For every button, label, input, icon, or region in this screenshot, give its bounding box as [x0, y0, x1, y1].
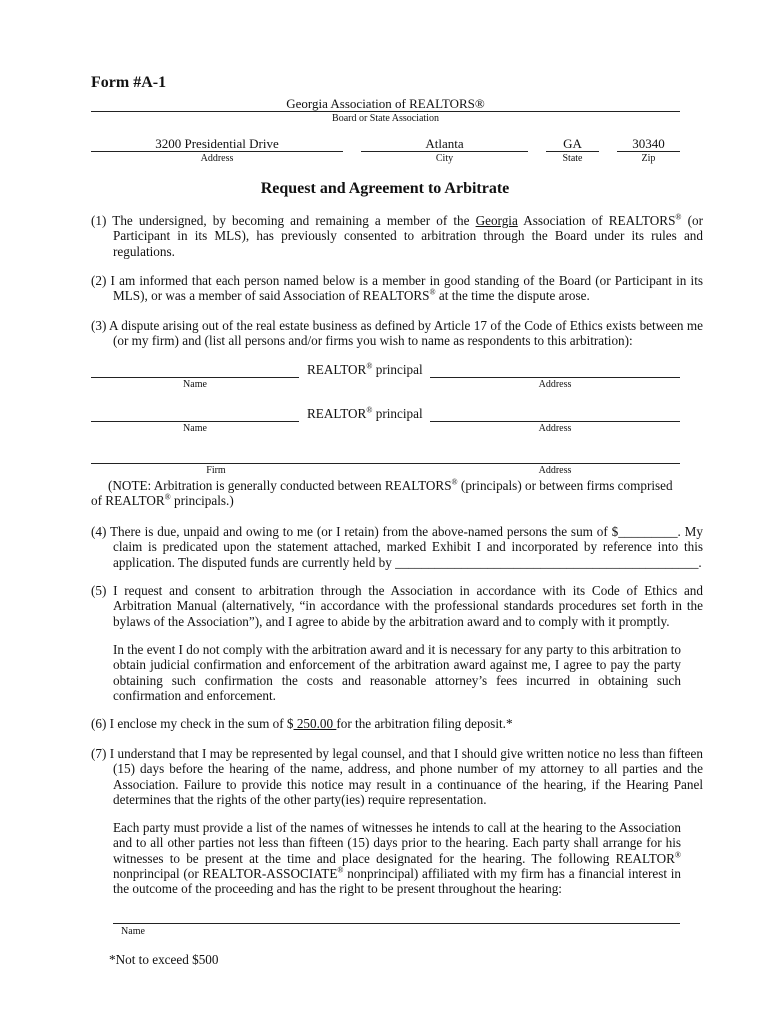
p4-text-a: (4) There is due, unpaid and owing to me (or I retain) from the above-named persons the sum of $ — [91, 524, 619, 539]
p2-text-c: at the time the dispute arose. — [435, 288, 590, 304]
address-value: 3200 Presidential Drive — [155, 136, 279, 151]
respondent-2-address-line[interactable] — [430, 421, 680, 422]
city-line — [361, 151, 528, 152]
respondent-1-name-label: Name — [183, 379, 207, 390]
note-text-a: (NOTE: Arbitration is generally conducted between REALTORS — [108, 478, 452, 493]
paragraph-6 — [91, 716, 681, 731]
witness-name-line[interactable] — [113, 923, 680, 924]
respondent-1-principal — [307, 362, 423, 378]
p7b-registered-mark-2: ® — [337, 865, 344, 875]
address-label: Address — [200, 153, 234, 164]
zip-value: 30340 — [632, 136, 665, 151]
firm-line[interactable] — [91, 463, 680, 464]
city-value: Atlanta — [425, 136, 464, 151]
p1-realtors: REALTORS — [608, 213, 676, 228]
respondent-2-principal — [307, 406, 423, 422]
p2-realtors: REALTORS — [362, 288, 430, 304]
p6-text-b: for the arbitration filing deposit.* — [336, 716, 513, 731]
firm-address-label: Address — [538, 465, 572, 476]
principal-suffix: principal — [372, 362, 423, 377]
state-value: GA — [563, 136, 582, 151]
p1-state-name: Georgia — [475, 213, 518, 228]
p7b-text-c: nonprincipal (or — [113, 865, 203, 881]
respondent-1-name-line[interactable] — [91, 377, 299, 378]
p1-registered-mark: ® — [675, 212, 682, 222]
p7b-realtor: REALTOR — [615, 850, 675, 866]
paragraph-7b — [113, 820, 681, 896]
form-id: Form #A-1 — [91, 74, 167, 91]
association-line — [91, 111, 680, 112]
respondent-2-address-label: Address — [538, 423, 572, 434]
principal-label: REALTOR — [307, 362, 367, 377]
address-line — [91, 151, 343, 152]
p7b-registered-mark-1: ® — [674, 850, 681, 860]
respondent-2-name-label: Name — [183, 423, 207, 434]
zip-label: Zip — [641, 153, 656, 164]
p6-text-a: (6) I enclose my check in the sum of $ — [91, 716, 294, 731]
footnote: *Not to exceed $500 — [109, 952, 219, 967]
p2-registered-mark: ® — [429, 287, 436, 297]
note-registered-mark-2: ® — [164, 492, 171, 502]
respondent-1-address-line[interactable] — [430, 377, 680, 378]
state-line — [546, 151, 599, 152]
p4-text-b: . My claim is predicated upon the statement attached, marked Exhibit I and incorporated by reference into this application. The disputed funds are currently held by — [113, 524, 703, 570]
association-label: Board or State Association — [332, 113, 439, 124]
paragraph-5: (5) I request and consent to arbitration through the Association in accordance with its Code of Ethics and Arbitration Manual (alternatively, “in accordance with the professional standards procedures set forth in the bylaws of the Association”), and I agree to abide by the arbitration award and to comply with it promptly. — [91, 583, 703, 629]
principal-label: REALTOR — [307, 406, 367, 421]
respondent-1-address-label: Address — [538, 379, 572, 390]
state-label: State — [562, 153, 583, 164]
sum-owed-field[interactable]: _________ — [618, 524, 678, 539]
paragraph-2 — [91, 273, 703, 304]
p7b-text-e: nonprincipal) affiliated with my firm has a financial interest in the outcome of the proceeding and has the right to be present throughout the hearing: — [113, 865, 682, 897]
principal-registered-mark: ® — [366, 361, 373, 371]
note-text-b: (principals) or between firms comprised of REALTOR — [91, 478, 673, 509]
p1-text-b: Association of — [517, 213, 609, 228]
respondent-2-name-line[interactable] — [91, 421, 299, 422]
witness-name-label: Name — [121, 926, 145, 937]
note-text-c: principals.) — [170, 493, 234, 509]
city-label: City — [435, 153, 454, 164]
arbitration-note — [91, 478, 681, 509]
p7b-text-a: Each party must provide a list of the names of witnesses he intends to call at the hearing to the Association and to all other parties not less than fifteen (15) days prior to the hearing. Each party shall arrange for his witnesses to be present at the time and place designated for the hearing. The following — [113, 820, 681, 866]
paragraph-5b: In the event I do not comply with the arbitration award and it is necessary for any party to this arbitration to obtain judicial confirmation and enforcement of the arbitration award against me, I agree to pay the party obtaining such confirmation the costs and reasonable attorney’s fees incurred in obtaining such confirmation and enforcement. — [113, 642, 682, 703]
p7b-realtor-associate: REALTOR-ASSOCIATE — [202, 865, 338, 881]
paragraph-3: (3) A dispute arising out of the real estate business as defined by Article 17 of the Code of Ethics exists between me (or my firm) and (list all persons and/or firms you wish to name as respondents to this arbitration): — [91, 318, 703, 349]
p1-text-a: (1) The undersigned, by becoming and remaining a member of the — [91, 213, 476, 228]
paragraph-4 — [91, 524, 703, 570]
p1-text-d: (or Participant in its MLS), has previously consented to arbitration through the Board under its rules and regulations. — [113, 213, 703, 259]
principal-suffix: principal — [372, 406, 423, 421]
note-registered-mark-1: ® — [451, 477, 458, 487]
funds-held-by-field[interactable]: ______________________________________________ — [395, 554, 699, 570]
paragraph-1 — [91, 213, 703, 259]
firm-label: Firm — [206, 465, 226, 476]
principal-registered-mark: ® — [366, 405, 373, 415]
p4-text-c: . — [698, 554, 702, 570]
paragraph-7: (7) I understand that I may be represented by legal counsel, and that I should give written notice no less than fifteen (15) days before the hearing of the name, address, and phone number of my attorney to all parties and the Association. Failure to provide this notice may result in a continuance of the hearing, if the Hearing Panel determines that the rights of the other party(ies) require representation. — [91, 746, 703, 807]
p2-text-a: (2) I am informed that each person named below is a member in good standing of the Board (or Participant in its MLS), or was a member of said Association of — [91, 273, 703, 304]
association-value: Georgia Association of REALTORS® — [286, 96, 485, 111]
zip-line — [617, 151, 680, 152]
document-heading: Request and Agreement to Arbitrate — [260, 180, 510, 197]
filing-deposit-amount[interactable]: 250.00 — [293, 716, 337, 731]
